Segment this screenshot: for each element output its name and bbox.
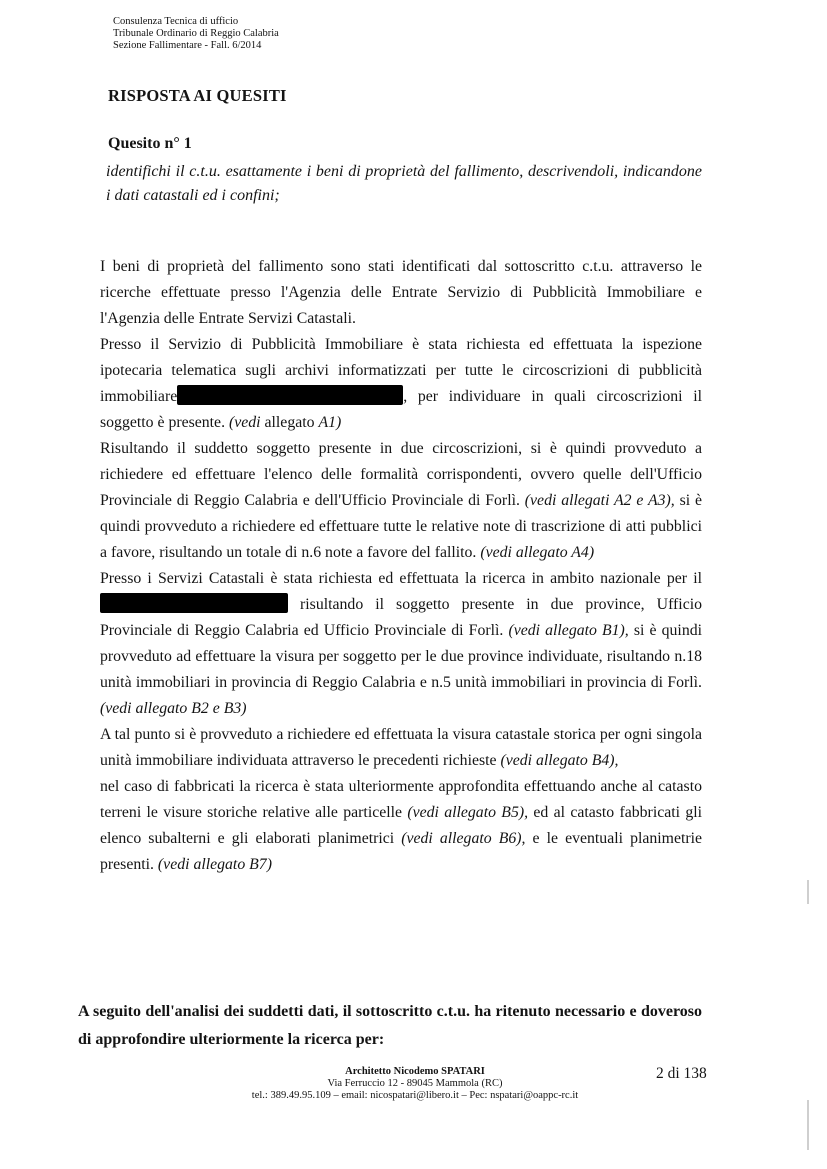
paragraph-6-ref-1: (vedi allegato B5), <box>407 804 529 821</box>
paragraph-4-text-c: si è quindi provveduto ad effettuare la visura per soggetto per le due province individuate, risultando n.18 unità immobiliari in provincia di Reggio Calabria e n.5 unità immobiliari in provincia di Forlì. <box>100 622 703 691</box>
paragraph-2 <box>100 332 702 436</box>
question-title: Quesito n° 1 <box>108 135 192 152</box>
redaction-block <box>177 385 403 405</box>
paragraph-6-text-a: nel caso di fabbricati la ricerca è stata ulteriormente approfondita effettuando anche al catasto terreni le visure storiche relative alle particelle <box>100 778 702 821</box>
paragraph-4-ref-2: (vedi allegato B2 e B3) <box>100 700 247 717</box>
paragraph-3-text-b: si è quindi provveduto a richiedere ed effettuare tutte le relative note di trascrizione di atti pubblici a favore, risultando un totale di n.6 note a favore del fallito. <box>100 492 703 561</box>
header-line-tribunale: Tribunale Ordinario di Reggio Calabria <box>113 28 279 39</box>
question-text: identifichi il c.t.u. esattamente i beni di proprietà del fallimento, descrivendoli, indicandone i dati catastali ed i confini; <box>106 163 702 204</box>
page-number: 2 di 138 <box>656 1065 707 1082</box>
paragraph-4 <box>100 566 702 722</box>
section-title: RISPOSTA AI QUESITI <box>108 86 287 105</box>
redaction-block <box>100 593 288 613</box>
paragraph-2-ref-a: (vedi <box>228 414 261 431</box>
paragraph-6-ref-2: (vedi allegato B6), <box>401 830 526 847</box>
paragraph-3-ref-1: (vedi allegati A2 e A3), <box>524 492 675 509</box>
paragraph-4-ref-1: (vedi allegato B1), <box>508 622 629 639</box>
document-footer <box>200 1066 630 1102</box>
paragraph-5-ref: (vedi allegato B4), <box>500 752 619 769</box>
paragraph-6-text-b: ed al catasto fabbricati gli elenco subalterni e gli elaborati planimetrici <box>100 804 702 847</box>
paragraph-1: I beni di proprietà del fallimento sono stati identificati dal sottoscritto c.t.u. attraverso le ricerche effettuate presso l'Agenzia delle Entrate Servizio di Pubblicità Immobiliare e l'Agenzia delle Entrate Servizi Catastali. <box>100 258 702 327</box>
paragraph-6-ref-3: (vedi allegato B7) <box>157 856 272 873</box>
scan-edge-mark <box>807 1100 809 1150</box>
conclusion-text: A seguito dell'analisi dei suddetti dati, il sottoscritto c.t.u. ha ritenuto necessario e doveroso di approfondire ulteriormente la ricerca per: <box>78 1003 702 1048</box>
paragraph-5 <box>100 722 702 774</box>
paragraph-5-text-a: A tal punto si è provveduto a richiedere ed effettuata la visura catastale storica per ogni singola unità immobiliare individuata attraverso le precedenti richieste <box>100 726 702 769</box>
paragraph-6-text-c: e le eventuali planimetrie presenti. <box>100 830 703 873</box>
document-body <box>100 254 702 878</box>
paragraph-3-ref-2: (vedi allegato A4) <box>480 544 595 561</box>
footer-contacts: tel.: 389.49.95.109 – email: nicospatari@libero.it – Pec: nspatari@oappc-rc.it <box>251 1090 579 1101</box>
footer-author-name: Architetto Nicodemo SPATARI <box>345 1066 485 1077</box>
paragraph-2-ref-c: A1) <box>318 414 342 431</box>
paragraph-2-text-b: , per individuare in quali circoscrizioni il soggetto è presente. <box>100 388 702 431</box>
paragraph-4-text-b: risultando il soggetto presente in due province, Ufficio Provinciale di Reggio Calabria ed Ufficio Provinciale di Forlì. <box>100 596 702 639</box>
footer-address: Via Ferruccio 12 - 89045 Mammola (RC) <box>327 1078 503 1089</box>
paragraph-4-text-a: Presso i Servizi Catastali è stata richiesta ed effettuata la ricerca in ambito nazionale per il <box>100 570 702 587</box>
paragraph-2-text-a: Presso il Servizio di Pubblicità Immobiliare è stata richiesta ed effettuata la ispezione ipotecaria telematica sugli archivi informatizzati per tutte le circoscrizioni di pubblicità immobiliare <box>100 336 702 405</box>
paragraph-3-text-a: Risultando il suddetto soggetto presente in due circoscrizioni, si è quindi provveduto a richiedere ed effettuare l'elenco delle formalità corrispondenti, ovvero quelle dell'Ufficio Provinciale di Reggio Calabria e dell'Ufficio Provinciale di Forlì. <box>100 440 702 509</box>
scan-edge-mark <box>807 880 809 904</box>
document-header <box>113 16 279 52</box>
paragraph-2-ref-b: allegato <box>264 414 315 431</box>
header-line-sezione: Sezione Fallimentare - Fall. 6/2014 <box>113 40 262 51</box>
header-line-consulenza: Consulenza Tecnica di ufficio <box>113 16 239 27</box>
paragraph-3 <box>100 436 702 566</box>
paragraph-6 <box>100 774 702 878</box>
